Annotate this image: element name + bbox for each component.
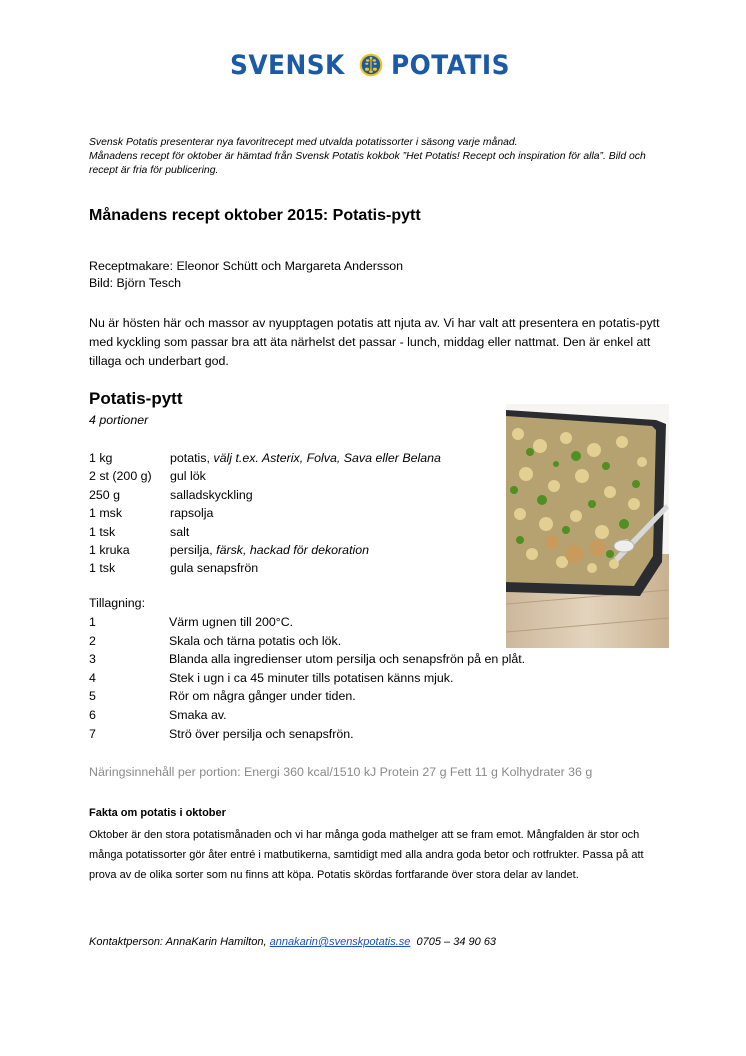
step-number: 3 [89, 652, 96, 667]
photo-credit: Bild: Björn Tesch [89, 275, 182, 290]
intro-line-2: Månadens recept för oktober är hämtad från Svensk Potatis kokbok ”Het Potatis! Recept och inspiration för alla”. Bild och recept är fria för publicering. [89, 151, 646, 176]
logo-word-left: SVENSK [230, 49, 345, 81]
ingredient-row [89, 504, 441, 522]
potato-hash-photo [506, 404, 669, 648]
step-row [89, 632, 525, 651]
step-text: Stek i ugn i ca 45 minuter tills potatisen känns mjuk. [169, 670, 454, 685]
ingredient-row [89, 449, 441, 467]
preparation-label: Tillagning: [89, 596, 146, 610]
recipe-makers: Receptmakare: Eleonor Schütt och Margareta Andersson [89, 259, 404, 273]
step-text: Strö över persilja och senapsfrön. [169, 726, 354, 741]
ingredient-row [89, 541, 441, 559]
step-number: 5 [89, 689, 96, 704]
description: Nu är hösten här och massor av nyupptagen potatis att njuta av. Vi har valt att presentera en potatis-pytt med kyckling som passar bra att äta närhelst det passar - lunch, middag eller nattmat. Den är enkel att tillaga och underbart god. [89, 316, 660, 368]
step-number: 7 [89, 726, 96, 741]
ingredient-item: salt [170, 524, 190, 539]
nutrition-info: Näringsinnehåll per portion: Energi 360 kcal/1510 kJ Protein 27 g Fett 11 g Kolhydrater 36 g [89, 765, 593, 779]
page-title: Månadens recept oktober 2015: Potatis-pytt [89, 207, 421, 224]
ingredient-row [89, 523, 441, 541]
ingredient-row [89, 486, 441, 504]
step-row [89, 687, 525, 706]
facts-title: Fakta om potatis i oktober [89, 807, 226, 819]
ingredient-qty: 1 kruka [89, 542, 130, 557]
ingredient-qty: 250 g [89, 487, 121, 502]
ingredient-row [89, 467, 441, 485]
step-number: 4 [89, 670, 96, 685]
ingredient-row [89, 559, 441, 577]
step-text: Värm ugnen till 200°C. [169, 615, 294, 629]
ingredient-item: potatis, [170, 451, 210, 465]
ingredient-qty: 1 tsk [89, 524, 116, 539]
ingredient-qty: 2 st (200 g) [89, 469, 152, 484]
ingredient-note: välj t.ex. Asterix, Folva, Sava eller Belana [213, 451, 441, 465]
portions: 4 portioner [89, 413, 149, 427]
step-text: Skala och tärna potatis och lök. [169, 633, 342, 648]
step-number: 1 [89, 615, 96, 629]
ingredient-item: gula senapsfrön [170, 561, 259, 576]
recipe-title: Potatis-pytt [89, 389, 183, 408]
step-row [89, 706, 525, 725]
ingredient-qty: 1 tsk [89, 561, 116, 576]
logo-word-right: POTATIS [390, 49, 510, 81]
credits [89, 258, 403, 291]
step-number: 6 [89, 707, 96, 722]
step-row [89, 669, 525, 688]
ingredient-item: rapsolja [170, 506, 214, 521]
intro-line-1: Svensk Potatis presenterar nya favoritrecept med utvalda potatissorter i säsong varje månad. [89, 137, 518, 148]
ingredient-list [89, 449, 441, 578]
step-text: Rör om några gånger under tiden. [169, 689, 356, 704]
step-row [89, 650, 525, 669]
step-row [89, 725, 525, 744]
contact-email-link[interactable]: annakarin@svenskpotatis.se [269, 936, 411, 948]
intro-text [89, 136, 659, 178]
ingredient-item: salladskyckling [170, 487, 253, 502]
ingredient-item: persilja, [170, 542, 213, 557]
potato-plant-emblem-icon [359, 45, 383, 85]
ingredient-qty: 1 msk [89, 506, 123, 521]
ingredient-qty: 1 kg [89, 451, 113, 465]
ingredient-note: färsk, hackad för dekoration [216, 542, 370, 557]
step-row [89, 613, 525, 632]
facts-text: Oktober är den stora potatismånaden och vi har många goda mathelger att se fram emot. Mångfalden är stor och många potatissorter gör åter entré i matbutikerna, samtidigt med alla andra goda betor och rotfrukter. Passa på att prova av de olika sorter som nu finns att köpa. Potatis skördas fortfarande över stora delar av landet. [89, 829, 644, 881]
contact-person: Kontaktperson: AnnaKarin Hamilton, [89, 936, 267, 948]
step-list [89, 613, 525, 743]
step-text: Blanda alla ingredienser utom persilja och senapsfrön på en plåt. [169, 652, 526, 667]
contact-line [89, 936, 496, 948]
contact-phone: 0705 – 34 90 63 [416, 936, 497, 948]
step-text: Smaka av. [169, 707, 227, 722]
brand-logo [230, 38, 520, 92]
ingredient-item: gul lök [170, 469, 206, 484]
step-number: 2 [89, 633, 96, 648]
